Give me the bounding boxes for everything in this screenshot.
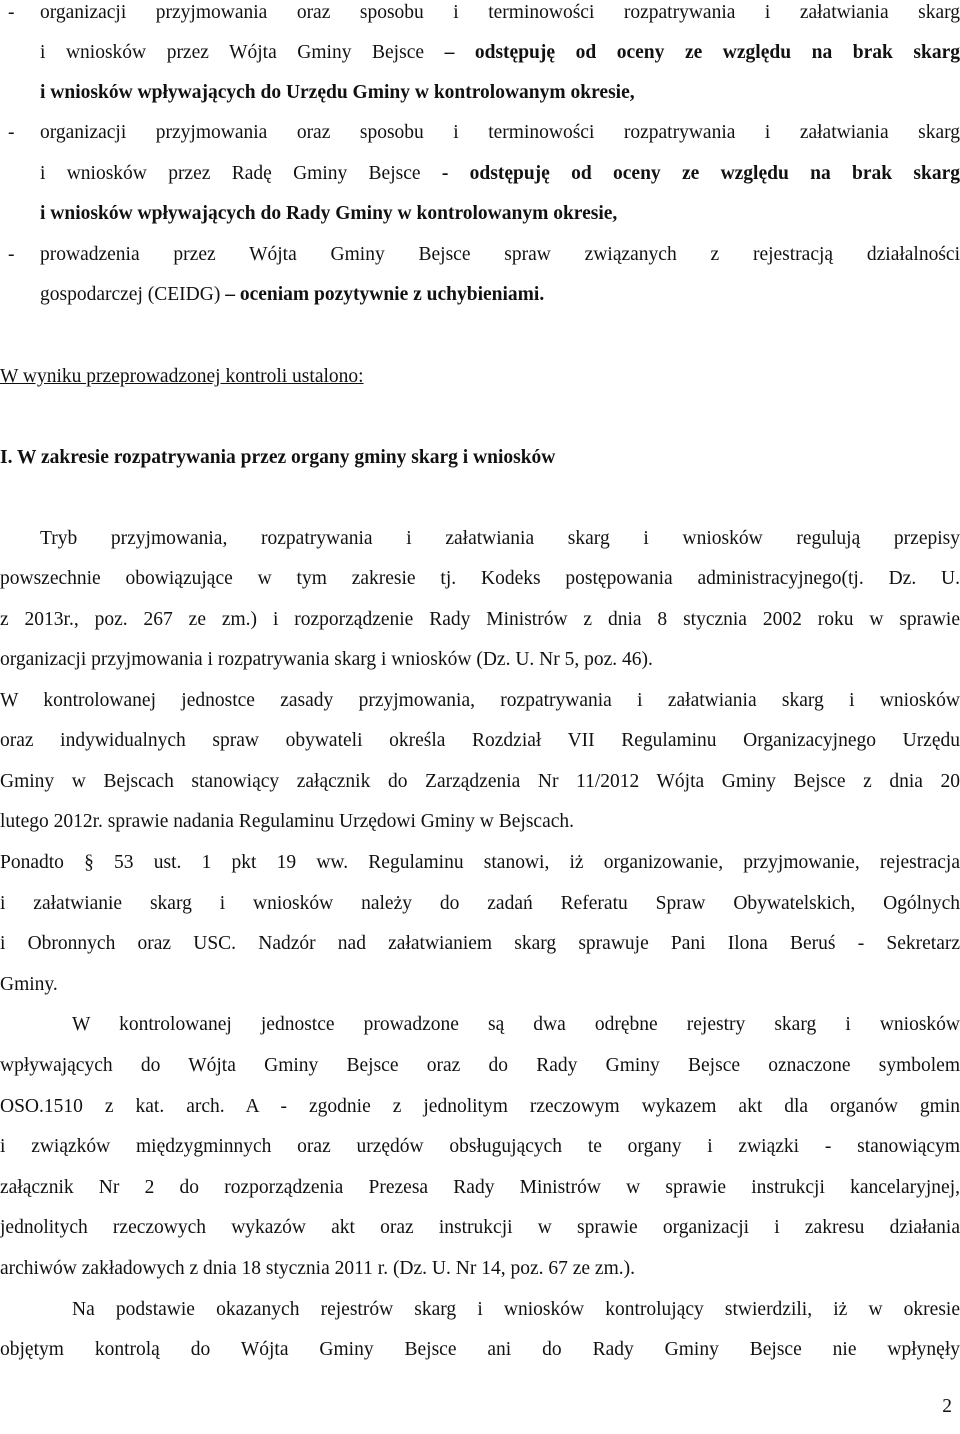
paragraph-2-line: Gminy w Bejscach stanowiący załącznik do Zarządzenia Nr 11/2012 Wójta Gminy Bejsce z dnia 20 — [0, 771, 960, 792]
paragraph-4-line: archiwów zakładowych z dnia 18 stycznia 2011 r. (Dz. U. Nr 14, poz. 67 ze zm.). — [0, 1258, 635, 1279]
paragraph-5-line: objętym kontrolą do Wójta Gminy Bejsce ani do Rady Gminy Bejsce nie wpłynęły — [0, 1339, 960, 1360]
list-item-3-text: gospodarczej (CEIDG) — [40, 284, 221, 305]
list-item-2-line-1: organizacji przyjmowania oraz sposobu i terminowości rozpatrywania i załatwiania skarg — [40, 122, 960, 143]
list-item-3-line-1: prowadzenia przez Wójta Gminy Bejsce spraw związanych z rejestracją działalności — [40, 244, 960, 265]
paragraph-1-line: z 2013r., poz. 267 ze zm.) i rozporządzenie Rady Ministrów z dnia 8 stycznia 2002 roku w sprawie — [0, 609, 960, 630]
paragraph-2-line: oraz indywidualnych spraw obywateli określa Rozdział VII Regulaminu Organizacyjnego Urzędu — [0, 730, 960, 751]
list-item-1-text: i wniosków przez Wójta Gminy Bejsce — [40, 42, 424, 63]
list-item-3-line-2 — [40, 280, 960, 310]
list-item-1-line-3: i wniosków wpływających do Urzędu Gminy w kontrolowanym okresie, — [40, 82, 635, 103]
paragraph-1-line: powszechnie obowiązujące w tym zakresie tj. Kodeks postępowania administracyjnego(tj. Dz. U. — [0, 568, 960, 589]
paragraph-3-line: i załatwianie skarg i wniosków należy do zadań Referatu Spraw Obywatelskich, Ogólnych — [0, 893, 960, 914]
paragraph-4-line: OSO.1510 z kat. arch. A - zgodnie z jednolitym rzeczowym wykazem akt dla organów gmin — [0, 1096, 960, 1117]
paragraph-3-line: i Obronnych oraz USC. Nadzór nad załatwianiem skarg sprawuje Pani Ilona Beruś - Sekretarz — [0, 933, 960, 954]
paragraph-4-line: załącznik Nr 2 do rozporządzenia Prezesa Rady Ministrów w sprawie instrukcji kancelaryjnej, — [0, 1177, 960, 1198]
page-number: 2 — [942, 1396, 952, 1417]
paragraph-4-line: wpływających do Wójta Gminy Bejsce oraz do Rady Gminy Bejsce oznaczone symbolem — [0, 1055, 960, 1076]
section-1-heading: I. W zakresie rozpatrywania przez organy gminy skarg i wniosków — [0, 447, 556, 468]
list-dash: - — [8, 2, 15, 23]
list-dash: - — [8, 244, 15, 265]
paragraph-4-line: W kontrolowanej jednostce prowadzone są dwa odrębne rejestry skarg i wniosków — [72, 1014, 960, 1035]
paragraph-2-line: W kontrolowanej jednostce zasady przyjmowania, rozpatrywania i załatwiania skarg i wniosków — [0, 690, 960, 711]
paragraph-1-line: Tryb przyjmowania, rozpatrywania i załatwiania skarg i wniosków regulują przepisy — [40, 528, 960, 549]
paragraph-3-line: Ponadto § 53 ust. 1 pkt 19 ww. Regulaminu stanowi, iż organizowanie, przyjmowanie, rejestracja — [0, 852, 960, 873]
list-item-2-text: i wniosków przez Radę Gminy Bejsce — [40, 163, 421, 184]
paragraph-3-line: Gminy. — [0, 974, 58, 995]
list-item-2-line-2 — [40, 159, 960, 189]
list-item-2-line-3: i wniosków wpływających do Rady Gminy w kontrolowanym okresie, — [40, 203, 618, 224]
list-dash: - — [8, 122, 15, 143]
paragraph-4-line: i związków międzygminnych oraz urzędów obsługujących te organy i związki - stanowiącym — [0, 1136, 960, 1157]
list-item-1-verdict: – odstępuję od oceny ze względu na brak skarg — [444, 42, 960, 63]
list-item-2-verdict: - odstępuję od oceny ze względu na brak skarg — [441, 163, 960, 184]
paragraph-1-line: organizacji przyjmowania i rozpatrywania skarg i wniosków (Dz. U. Nr 5, poz. 46). — [0, 649, 653, 670]
list-item-1-line-2 — [40, 38, 960, 68]
list-item-3-verdict: – oceniam pozytywnie z uchybieniami. — [225, 284, 545, 305]
findings-heading: W wyniku przeprowadzonej kontroli ustalono: — [0, 366, 364, 387]
paragraph-5-line: Na podstawie okazanych rejestrów skarg i wniosków kontrolujący stwierdzili, iż w okresie — [72, 1299, 960, 1320]
paragraph-4-line: jednolitych rzeczowych wykazów akt oraz instrukcji w sprawie organizacji i zakresu działania — [0, 1217, 960, 1238]
paragraph-2-line: lutego 2012r. sprawie nadania Regulaminu Urzędowi Gminy w Bejscach. — [0, 811, 575, 832]
list-item-1-line-1: organizacji przyjmowania oraz sposobu i terminowości rozpatrywania i załatwiania skarg — [40, 2, 960, 23]
